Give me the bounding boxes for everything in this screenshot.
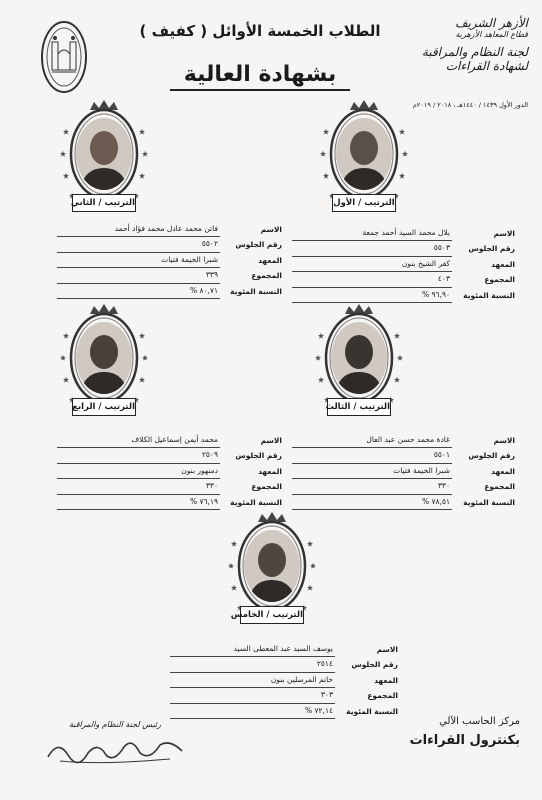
rank-label: الترتيب / الثالث (327, 398, 391, 416)
star-icon (231, 585, 237, 591)
rank-label: الترتيب / الأول (332, 194, 396, 212)
student-institute: دمنهور بنون (57, 464, 220, 479)
label-institute: المعهد (491, 466, 515, 476)
label-name: الاسم (376, 645, 398, 654)
star-icon (318, 333, 324, 339)
star-icon (60, 151, 66, 157)
student-percent: ٧٢,١٤ % (170, 704, 335, 719)
portrait-frame-1 (320, 98, 408, 228)
star-icon (399, 173, 405, 179)
labels-student-3 (455, 433, 515, 510)
labels-student-4 (222, 433, 282, 510)
subtitle-text: بشهادة العالية (183, 62, 337, 87)
star-icon (139, 377, 145, 383)
star-icon (323, 129, 329, 135)
computer-center-line: مركز الحاسب الآلي (439, 716, 520, 727)
student-name: بلال محمد السيد أحمد جمعة (292, 226, 452, 241)
label-percent: النسبة المئوية (463, 290, 515, 300)
crown-icon (90, 304, 118, 314)
page-subtitle (150, 62, 370, 87)
org-line-1: الأزهر الشريف (455, 16, 528, 30)
values-student-1 (292, 226, 452, 303)
labels-student-2 (222, 222, 282, 299)
student-seat: ٥٥٠١ (292, 448, 452, 463)
label-seat: رقم الجلوس (235, 451, 282, 461)
student-percent: ٧٨,٥١ % (292, 495, 452, 510)
session-line: الدور الأول ١٤٣٩ / ١٤٤٠هـ ، ٢٠١٨ / ٢٠١٩م (412, 101, 528, 109)
azhar-seal-icon (40, 20, 88, 94)
star-icon (63, 173, 69, 179)
label-percent: النسبة المئوية (230, 497, 282, 507)
org-line-2: قطاع المعاهد الأزهرية (455, 30, 528, 39)
star-icon (399, 129, 405, 135)
star-icon (394, 377, 400, 383)
org-block (388, 16, 528, 73)
label-name: الاسم (260, 225, 282, 234)
student-seat: ٥٥٠٢ (57, 237, 220, 252)
star-icon (63, 333, 69, 339)
student-seat: ٢٥١٤ (170, 657, 335, 672)
control-line: بكنترول القراءات (409, 733, 520, 748)
label-total: المجموع (367, 691, 398, 701)
label-percent: النسبة المئوية (346, 706, 398, 716)
label-name: الاسم (493, 229, 515, 238)
rank-label: الترتيب / الرابع (72, 398, 136, 416)
student-total: ٣٣٠ (57, 479, 220, 494)
values-student-5 (170, 642, 335, 719)
signature-block (40, 720, 190, 771)
star-icon (397, 355, 403, 361)
crown-icon (258, 512, 286, 522)
label-percent: النسبة المئوية (463, 497, 515, 507)
label-seat: رقم الجلوس (351, 660, 398, 670)
star-icon (323, 173, 329, 179)
label-name: الاسم (260, 436, 282, 445)
star-icon (318, 377, 324, 383)
star-icon (60, 355, 66, 361)
label-total: المجموع (484, 482, 515, 492)
student-photo (76, 322, 132, 394)
crown-icon (350, 100, 378, 110)
org-line-4: لشهادة القراءات (445, 59, 528, 73)
star-icon (139, 173, 145, 179)
student-name: غادة محمد حسن عبد العال (292, 433, 452, 448)
label-institute: المعهد (258, 466, 282, 476)
label-seat: رقم الجلوس (235, 240, 282, 250)
org-line-3: لجنة النظام والمراقبة (421, 45, 528, 59)
star-icon (63, 377, 69, 383)
rank-label: الترتيب / الثاني (72, 194, 136, 212)
star-icon (139, 333, 145, 339)
star-icon (315, 355, 321, 361)
star-icon (307, 585, 313, 591)
label-total: المجموع (251, 271, 282, 281)
student-name: فاتن محمد عادل محمد فؤاد أحمد (57, 222, 220, 237)
student-institute: خاتم المرسلين بنون (170, 673, 335, 688)
labels-student-5 (338, 642, 398, 719)
student-photo (331, 322, 387, 394)
portrait-frame-5 (228, 510, 316, 640)
student-total: ٤٠٣ (292, 272, 452, 287)
star-icon (139, 129, 145, 135)
student-photo (76, 118, 132, 190)
label-institute: المعهد (258, 255, 282, 265)
student-total: ٣٣٠ (292, 479, 452, 494)
student-photo (336, 118, 392, 190)
student-percent: ٩٦,٩٠ % (292, 288, 452, 303)
star-icon (307, 541, 313, 547)
label-percent: النسبة المئوية (230, 286, 282, 296)
label-institute: المعهد (374, 675, 398, 685)
student-institute: كفر الشيخ بنون (292, 257, 452, 272)
student-institute: شبرا الخيمة فتيات (292, 464, 452, 479)
star-icon (142, 151, 148, 157)
crown-icon (345, 304, 373, 314)
values-student-4 (57, 433, 220, 510)
student-name: يوسف السيد عبد المعطى السيد (170, 642, 335, 657)
label-institute: المعهد (491, 259, 515, 269)
page-title: الطلاب الخمسة الأوائل ( كفيف ) (139, 22, 381, 40)
star-icon (231, 541, 237, 547)
labels-student-1 (455, 226, 515, 303)
star-icon (394, 333, 400, 339)
computer-center-block (390, 716, 520, 748)
portrait-frame-4 (60, 302, 148, 432)
student-photo (244, 530, 300, 602)
star-icon (142, 355, 148, 361)
student-total: ٣٠٣ (170, 688, 335, 703)
portrait-frame-2 (60, 98, 148, 228)
star-icon (228, 563, 234, 569)
star-icon (310, 563, 316, 569)
star-icon (63, 129, 69, 135)
portrait-frame-3 (315, 302, 403, 432)
star-icon (320, 151, 326, 157)
label-seat: رقم الجلوس (468, 451, 515, 461)
star-icon (402, 151, 408, 157)
student-seat: ٢٥٠٩ (57, 448, 220, 463)
label-total: المجموع (251, 482, 282, 492)
signature-title: رئيس لجنة النظام والمراقبة (69, 720, 161, 729)
student-total: ٣٣٩ (57, 268, 220, 283)
student-seat: ٥٥٠٣ (292, 241, 452, 256)
label-seat: رقم الجلوس (468, 244, 515, 254)
rank-label: الترتيب / الخامس (240, 606, 304, 624)
student-percent: ٨٠,٧١ % (57, 284, 220, 299)
student-institute: شبرا الخيمة فتيات (57, 253, 220, 268)
label-name: الاسم (493, 436, 515, 445)
student-percent: ٧٦,١٩ % (57, 495, 220, 510)
values-student-2 (57, 222, 220, 299)
signature-icon (40, 733, 190, 771)
values-student-3 (292, 433, 452, 510)
student-name: محمد أيمن إسماعيل الكلاف (57, 433, 220, 448)
crown-icon (90, 100, 118, 110)
label-total: المجموع (484, 275, 515, 285)
